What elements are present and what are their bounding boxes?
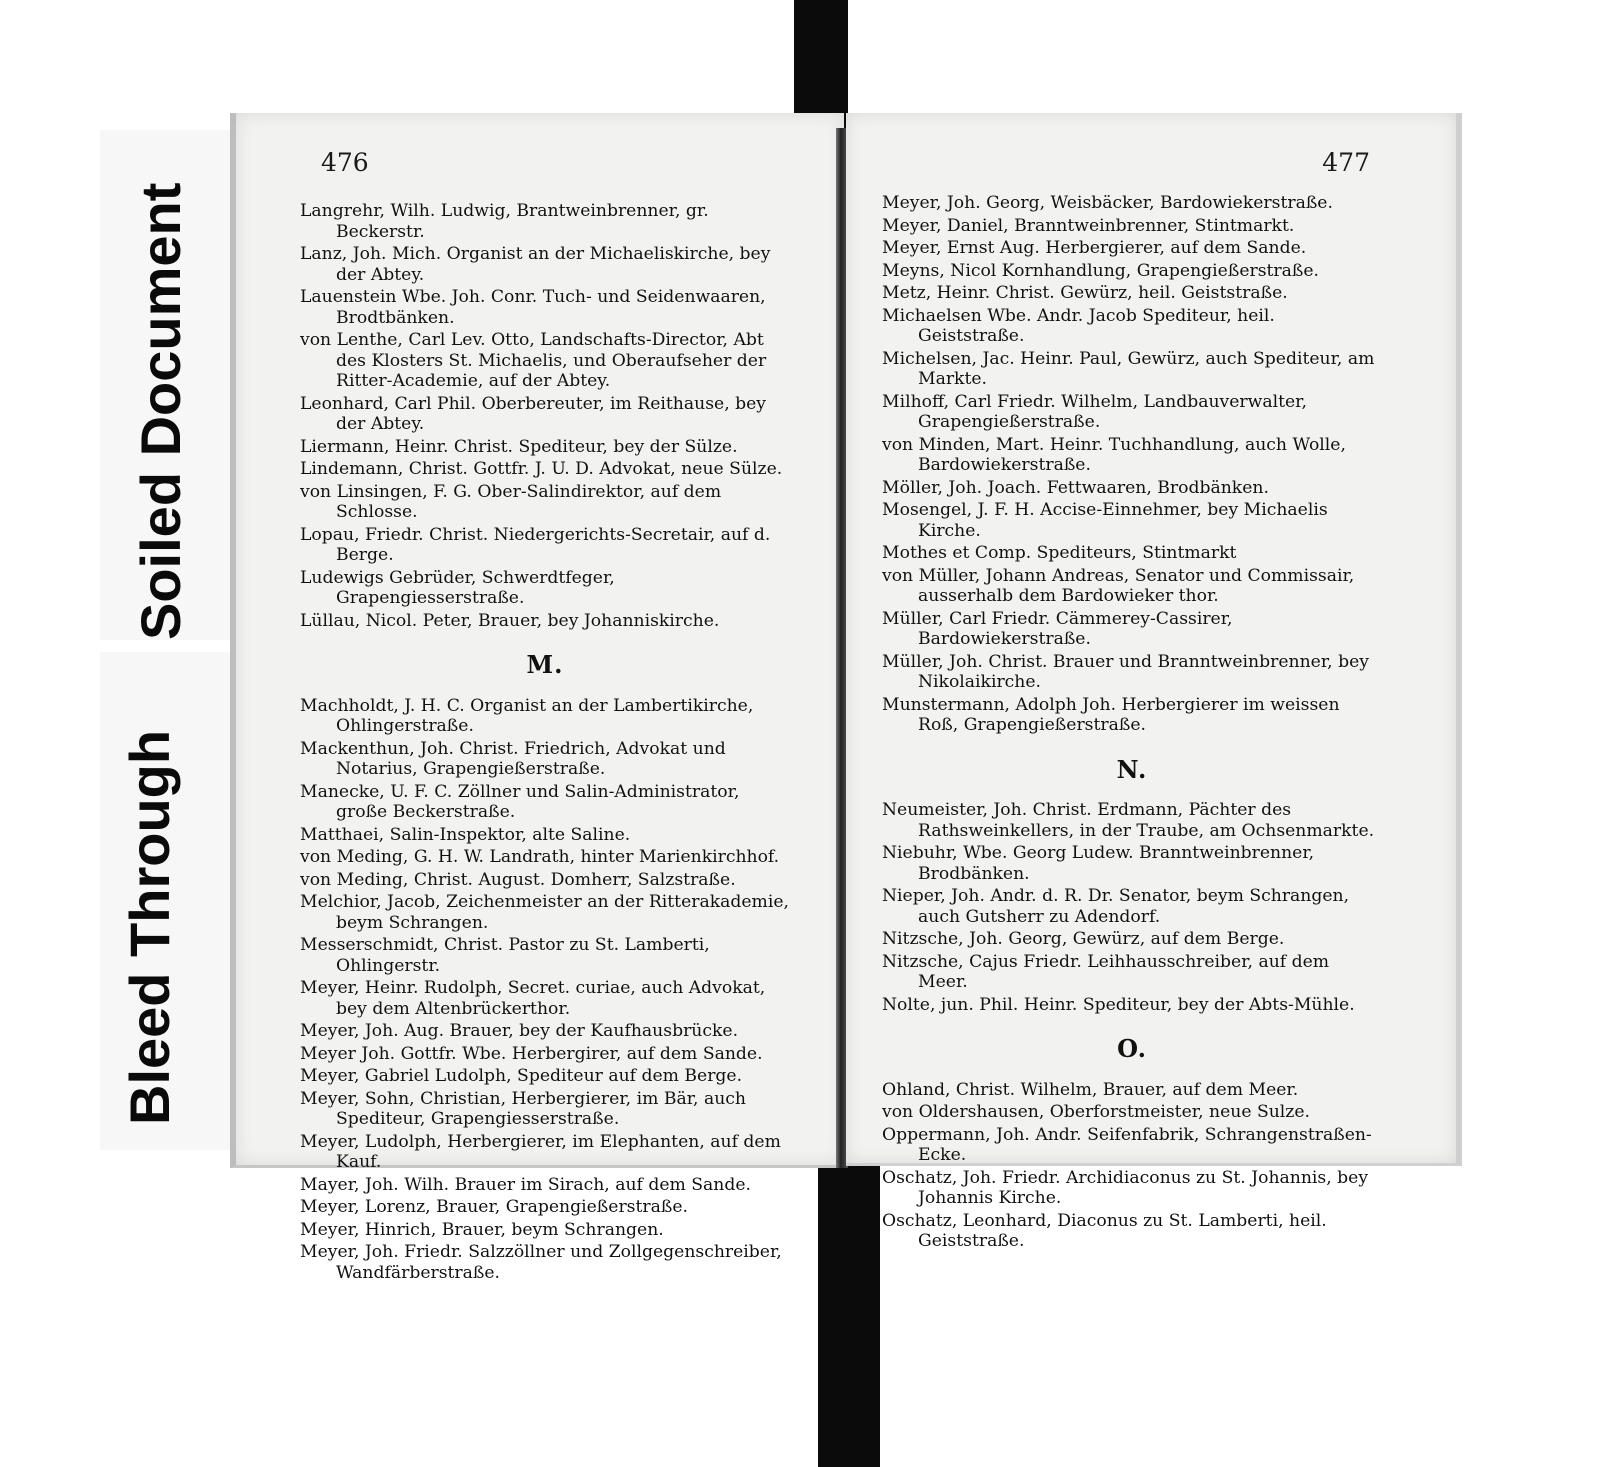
- list-item: Meyer, Hinrich, Brauer, beym Schrangen.: [300, 1219, 664, 1240]
- list-item: Manecke, U. F. C. Zöllner und Salin-Administrator, große Beckerstraße.: [300, 781, 740, 822]
- list-item: Meyer, Ludolph, Herbergierer, im Elephanten, auf dem Kauf.: [300, 1131, 781, 1172]
- list-item: Oschatz, Joh. Friedr. Archidiaconus zu St. Johannis, bey Johannis Kirche.: [882, 1167, 1369, 1208]
- list-item: Lauenstein Wbe. Joh. Conr. Tuch- und Seidenwaaren, Brodtbänken.: [300, 287, 766, 328]
- binding-tape-top: [794, 0, 848, 130]
- list-item: Meyns, Nicol Kornhandlung, Grapengießerstraße.: [882, 260, 1320, 281]
- right-page: [846, 113, 1462, 1251]
- list-item: Milhoff, Carl Friedr. Wilhelm, Landbauverwalter, Grapengießerstraße.: [882, 391, 1307, 432]
- list-item: Nitzsche, Joh. Georg, Gewürz, auf dem Berge.: [882, 929, 1285, 949]
- list-item: Langrehr, Wilh. Ludwig, Brantweinbrenner, gr. Beckerstr.: [300, 201, 709, 242]
- list-item: Michaelsen Wbe. Andr. Jacob Spediteur, heil. Geiststraße.: [882, 305, 1275, 346]
- list-item: Nitzsche, Cajus Friedr. Leihhausschreiber, auf dem Meer.: [882, 951, 1330, 992]
- list-item: Lüllau, Nicol. Peter, Brauer, bey Johanniskirche.: [300, 610, 720, 631]
- list-item: von Oldershausen, Oberforstmeister, neue Sulze.: [882, 1102, 1310, 1122]
- list-item: Meyer, Sohn, Christian, Herbergierer, im Bär, auch Spediteur, Grapengiesserstraße.: [300, 1088, 746, 1129]
- list-item: von Müller, Johann Andreas, Senator und Commissair, ausserhalb dem Bardowieker thor.: [882, 565, 1355, 606]
- left-page: [230, 113, 844, 1283]
- list-item: Melchior, Jacob, Zeichenmeister an der Ritterakademie, beym Schrangen.: [300, 892, 789, 933]
- list-item: von Lenthe, Carl Lev. Otto, Landschafts-Director, Abt des Klosters St. Michaelis, und Oberaufseher der Ritter-Academie, auf der Abtey.: [300, 330, 767, 391]
- bleed-through-label: Bleed Through: [118, 729, 181, 1125]
- list-item: Müller, Carl Friedr. Cämmerey-Cassirer, Bardowiekerstraße.: [882, 608, 1233, 649]
- section-letter-m: M.: [526, 650, 564, 679]
- side-panel-divider: [100, 640, 230, 652]
- list-item: Mosengel, J. F. H. Accise-Einnehmer, bey Michaelis Kirche.: [882, 500, 1328, 541]
- list-item: Munstermann, Adolph Joh. Herbergierer im weissen Roß, Grapengießerstraße.: [882, 694, 1340, 735]
- list-item: Meyer, Lorenz, Brauer, Grapengießerstraße.: [300, 1197, 688, 1217]
- left-page-text: [300, 201, 790, 1285]
- list-item: von Linsingen, F. G. Ober-Salindirektor, auf dem Schlosse.: [300, 481, 722, 522]
- list-item: Meyer Joh. Gottfr. Wbe. Herbergirer, auf dem Sande.: [300, 1043, 763, 1064]
- page-number-right: 477: [1322, 148, 1370, 177]
- list-item: Meyer, Joh. Aug. Brauer, bey der Kaufhausbrücke.: [300, 1021, 739, 1041]
- list-item: Nolte, jun. Phil. Heinr. Spediteur, bey der Abts-Mühle.: [882, 994, 1355, 1015]
- list-item: Oschatz, Leonhard, Diaconus zu St. Lamberti, heil. Geiststraße.: [882, 1210, 1327, 1251]
- page-number-left: 476: [321, 148, 369, 177]
- soiled-document-label: Soiled Document: [129, 182, 192, 640]
- list-item: Mackenthun, Joh. Christ. Friedrich, Advokat und Notarius, Grapengießerstraße.: [300, 738, 726, 779]
- list-item: Meyer, Joh. Georg, Weisbäcker, Bardowiekerstraße.: [882, 193, 1333, 213]
- list-item: von Meding, G. H. W. Landrath, hinter Marienkirchhof.: [300, 847, 780, 867]
- list-item: von Meding, Christ. August. Domherr, Salzstraße.: [300, 869, 736, 890]
- list-item: Lopau, Friedr. Christ. Niedergerichts-Secretair, auf d. Berge.: [300, 524, 771, 565]
- section-letter-n: N.: [1116, 754, 1148, 784]
- list-item: Matthaei, Salin-Inspektor, alte Saline.: [300, 824, 631, 845]
- list-item: Neumeister, Joh. Christ. Erdmann, Pächter des Rathsweinkellers, in der Traube, am Ochsenmarkte.: [882, 800, 1375, 841]
- list-item: Liermann, Heinr. Christ. Spediteur, bey der Sülze.: [300, 436, 738, 457]
- list-item: Möller, Joh. Joach. Fettwaaren, Brodbänken.: [882, 477, 1269, 498]
- list-item: Lanz, Joh. Mich. Organist an der Michaeliskirche, bey der Abtey.: [300, 244, 771, 285]
- list-item: Michelsen, Jac. Heinr. Paul, Gewürz, auch Spediteur, am Markte.: [882, 348, 1375, 389]
- list-item: von Minden, Mart. Heinr. Tuchhandlung, auch Wolle, Bardowiekerstraße.: [882, 434, 1346, 475]
- list-item: Meyer, Daniel, Branntweinbrenner, Stintmarkt.: [882, 215, 1295, 236]
- list-item: Lindemann, Christ. Gottfr. J. U. D. Advokat, neue Sülze.: [300, 459, 783, 479]
- right-page-text: [882, 193, 1382, 1254]
- binding-tape-bottom: [818, 1160, 880, 1467]
- list-item: Messerschmidt, Christ. Pastor zu St. Lamberti, Ohlingerstr.: [300, 935, 710, 976]
- list-item: Meyer, Joh. Friedr. Salzzöllner und Zollgegenschreiber, Wandfärberstraße.: [300, 1242, 782, 1283]
- list-item: Oppermann, Joh. Andr. Seifenfabrik, Schrangenstraßen-Ecke.: [882, 1124, 1372, 1165]
- list-item: Müller, Joh. Christ. Brauer und Branntweinbrenner, bey Nikolaikirche.: [882, 651, 1369, 692]
- list-item: Meyer, Ernst Aug. Herbergierer, auf dem Sande.: [882, 238, 1307, 258]
- list-item: Mayer, Joh. Wilh. Brauer im Sirach, auf dem Sande.: [300, 1174, 752, 1195]
- list-item: Meyer, Heinr. Rudolph, Secret. curiae, auch Advokat, bey dem Altenbrückerthor.: [300, 978, 766, 1019]
- section-letter-o: O.: [1117, 1034, 1147, 1063]
- list-item: Metz, Heinr. Christ. Gewürz, heil. Geiststraße.: [882, 283, 1288, 303]
- list-item: Nieper, Joh. Andr. d. R. Dr. Senator, beym Schrangen, auch Gutsherr zu Adendorf.: [882, 886, 1350, 927]
- list-item: Leonhard, Carl Phil. Oberbereuter, im Reithause, bey der Abtey.: [300, 393, 766, 434]
- list-item: Meyer, Gabriel Ludolph, Spediteur auf dem Berge.: [300, 1066, 743, 1086]
- list-item: Mothes et Comp. Spediteurs, Stintmarkt: [882, 543, 1237, 563]
- list-item: Ludewigs Gebrüder, Schwerdtfeger, Grapengiesserstraße.: [300, 567, 615, 608]
- list-item: Ohland, Christ. Wilhelm, Brauer, auf dem Meer.: [882, 1079, 1299, 1100]
- list-item: Machholdt, J. H. C. Organist an der Lambertikirche, Ohlingerstraße.: [300, 695, 754, 736]
- list-item: Niebuhr, Wbe. Georg Ludew. Branntweinbrenner, Brodbänken.: [882, 843, 1315, 884]
